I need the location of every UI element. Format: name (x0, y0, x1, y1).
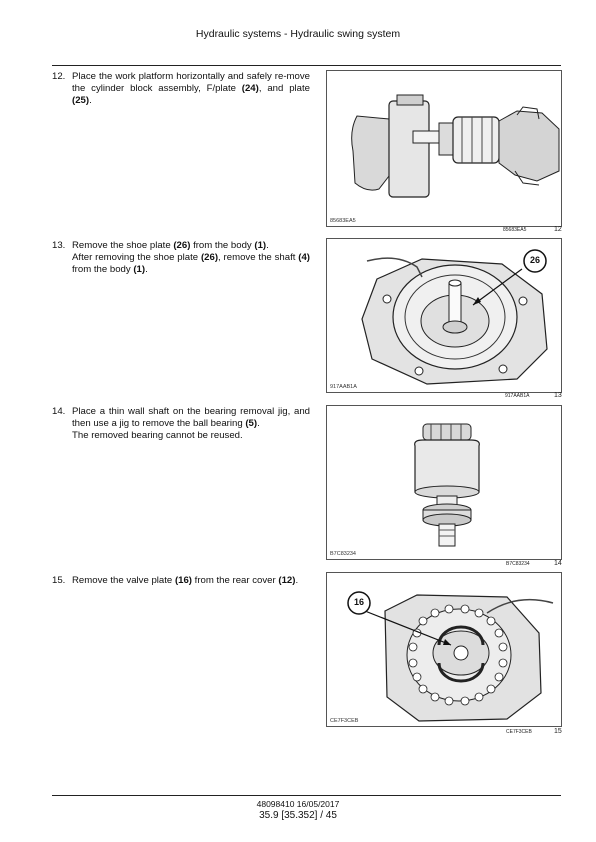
page-header-title: Hydraulic systems - Hydraulic swing system (195, 28, 401, 40)
figure-number: 14 (554, 560, 562, 567)
reference-number: (26) (173, 240, 191, 251)
text-run: After removing the shoe plate (72, 252, 201, 264)
step-number: 14. (52, 406, 66, 417)
figure-caption: CE7F3CEB (506, 729, 532, 735)
text-run: , and plate (258, 83, 310, 95)
figure-caption: 917AAB1A (505, 393, 530, 399)
figure-code-label: 85683EA5 (330, 218, 356, 224)
text-run: Remove the valve plate (72, 575, 175, 586)
header-divider (52, 65, 561, 66)
callout-label: 26 (529, 255, 540, 265)
reference-number: (5) (245, 418, 258, 430)
figure-15 (326, 572, 562, 727)
step-text (72, 71, 310, 108)
step-number: 13. (52, 240, 66, 251)
reference-number: (25) (72, 95, 90, 107)
step-text (72, 240, 310, 277)
text-run: . (295, 575, 299, 586)
text-run: from the body (72, 264, 134, 276)
text-run: , remove the shaft (218, 252, 299, 264)
bearing-removal-illustration (327, 406, 561, 559)
figure-12 (326, 70, 562, 227)
text-run: Remove the shoe plate (72, 240, 174, 251)
text-run: from the rear cover (192, 575, 279, 586)
text-run: . (89, 95, 92, 107)
figure-code-label: 917AAB1A (330, 384, 357, 390)
text-run: from the body (190, 240, 255, 251)
text-run: . (145, 264, 148, 276)
valve-plate-removal-illustration (327, 573, 561, 726)
footer-page-number: 35.9 [35.352] / 45 (259, 810, 337, 821)
step-number: 12. (52, 71, 66, 82)
reference-number: (1) (254, 240, 267, 251)
reference-number: (1) (133, 264, 146, 276)
step-12 (52, 71, 310, 108)
step-text (72, 575, 310, 587)
reference-number: (4) (298, 252, 310, 264)
figure-number: 13 (554, 392, 562, 399)
footer-document-reference: 48098410 16/05/2017 (256, 799, 340, 809)
figure-14 (326, 405, 562, 560)
footer-divider (52, 795, 561, 796)
cylinder-block-removal-illustration (327, 71, 561, 226)
figure-caption: 85683EA5 (503, 227, 527, 233)
reference-number: (24) (241, 83, 259, 95)
figure-code-label: B7C83234 (330, 551, 356, 557)
step-number: 15. (52, 575, 66, 586)
shoe-plate-removal-illustration (327, 239, 561, 392)
text-run: . (257, 418, 260, 430)
text-run: . (266, 240, 269, 251)
step-text (72, 406, 310, 443)
text-run: The removed bearing cannot be reused. (72, 430, 243, 442)
figure-number: 15 (554, 728, 562, 735)
step-13 (52, 240, 310, 277)
reference-number: (16) (174, 575, 192, 586)
figure-number: 12 (554, 226, 562, 233)
callout-label: 16 (353, 597, 364, 607)
reference-number: (12) (278, 575, 296, 586)
text-run: Place the work platform horizontally and safely re-move the cylinder block assembly, F/plate (72, 71, 310, 95)
figure-caption: B7C83234 (506, 561, 530, 567)
text-run: Place a thin wall shaft on the bearing removal jig, and then use a jig to remove the ball bearing (72, 406, 310, 430)
reference-number: (26) (200, 252, 219, 264)
step-14 (52, 406, 310, 443)
figure-code-label: CE7F3CEB (330, 718, 359, 724)
figure-13 (326, 238, 562, 393)
step-15 (52, 575, 310, 587)
